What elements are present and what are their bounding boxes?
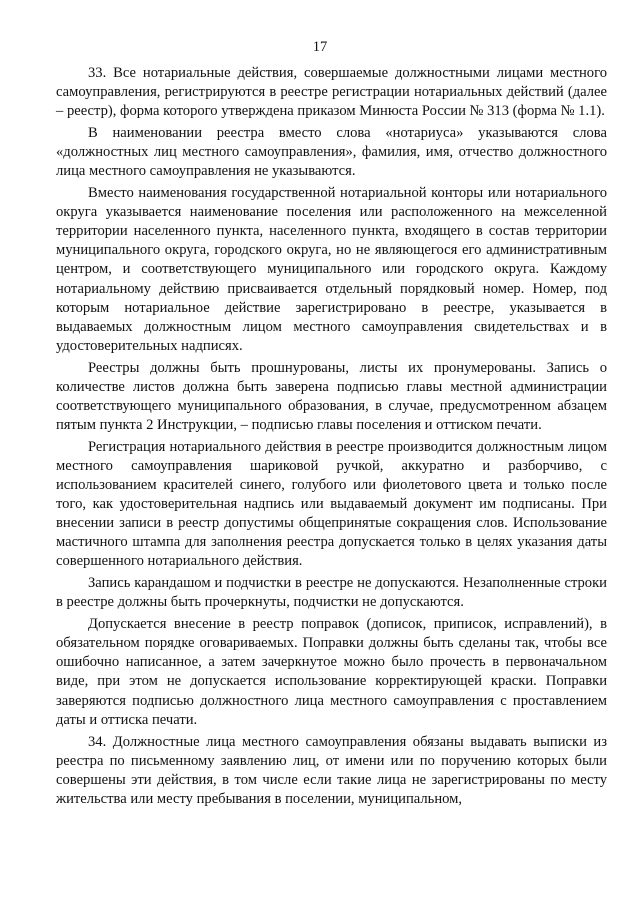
paragraph-registry-binding: Реестры должны быть прошнурованы, листы их пронумерованы. Запись о количестве листов должна быть заверена подписью главы местной администрации соответствующего муниципального образования, в случае, предусмотренном абзацем пятым пункта 2 Инструкции, – подписью главы поселения и оттиском печати.	[56, 359, 607, 433]
paragraph-pencil-prohibition: Запись карандашом и подчистки в реестре не допускаются. Незаполненные строки в реестре должны быть прочеркнуты, подчистки не допускаются.	[56, 575, 607, 611]
page-number: 17	[312, 39, 328, 55]
paragraph-item-33: 33. Все нотариальные действия, совершаемые должностными лицами местного самоуправления, регистрируются в реестре регистрации нотариальных действий (далее – реестр), форма которого утверждена приказом Минюста России № 313 (форма № 1.1).	[56, 65, 607, 120]
paragraph-item-34: 34. Должностные лица местного самоуправления обязаны выдавать выписки из реестра по письменному заявлению лиц, от имени или по поручению которых были совершены эти действия, в том числе если такие лица не зарегистрированы по месту жительства или месту пребывания в поселении, муниципальном,	[56, 733, 607, 807]
document-body	[56, 64, 607, 812]
paragraph-registration-rules: Регистрация нотариального действия в реестре производится должностным лицом местного самоуправления шариковой ручкой, аккуратно и разборчиво, с использованием красителей синего, голубого или фиолетового цвета и только после того, как удостоверительная надпись или выдаваемый документ им подписаны. При внесении записи в реестр допустимы общепринятые сокращения слов. Использование мастичного штампа для заполнения реестра допускается только в целях указания даты совершенного нотариального действия.	[56, 438, 607, 570]
paragraph-registry-name-replacement: Вместо наименования государственной нотариальной конторы или нотариального округа указывается наименование поселения или расположенного на межселенной территории населенного пункта, населенного пункта, входящего в состав территории муниципального округа, городского округа, но не являющегося его административным центром, и соответствующего муниципального или городского округа. Каждому нотариальному действию присваивается отдельный порядковый номер. Номер, под которым нотариальное действие зарегистрировано в реестре, указывается в выдаваемых должностным лицом местного самоуправления свидетельствах и в удостоверительных надписях.	[56, 185, 607, 354]
paragraph-registry-title: В наименовании реестра вместо слова «нотариуса» указываются слова «должностных лиц местного самоуправления», фамилия, имя, отчество должностного лица местного самоуправления не указываются.	[56, 125, 607, 180]
paragraph-corrections: Допускается внесение в реестр поправок (дописок, приписок, исправлений), в обязательном порядке оговариваемых. Поправки должны быть сделаны так, чтобы все ошибочно написанное, а затем зачеркнутое можно было прочесть в первоначальном виде, при этом не допускается использование корректирующей краски. Поправки заверяются подписью должностного лица местного самоуправления с проставлением даты и оттиска печати.	[56, 616, 607, 728]
